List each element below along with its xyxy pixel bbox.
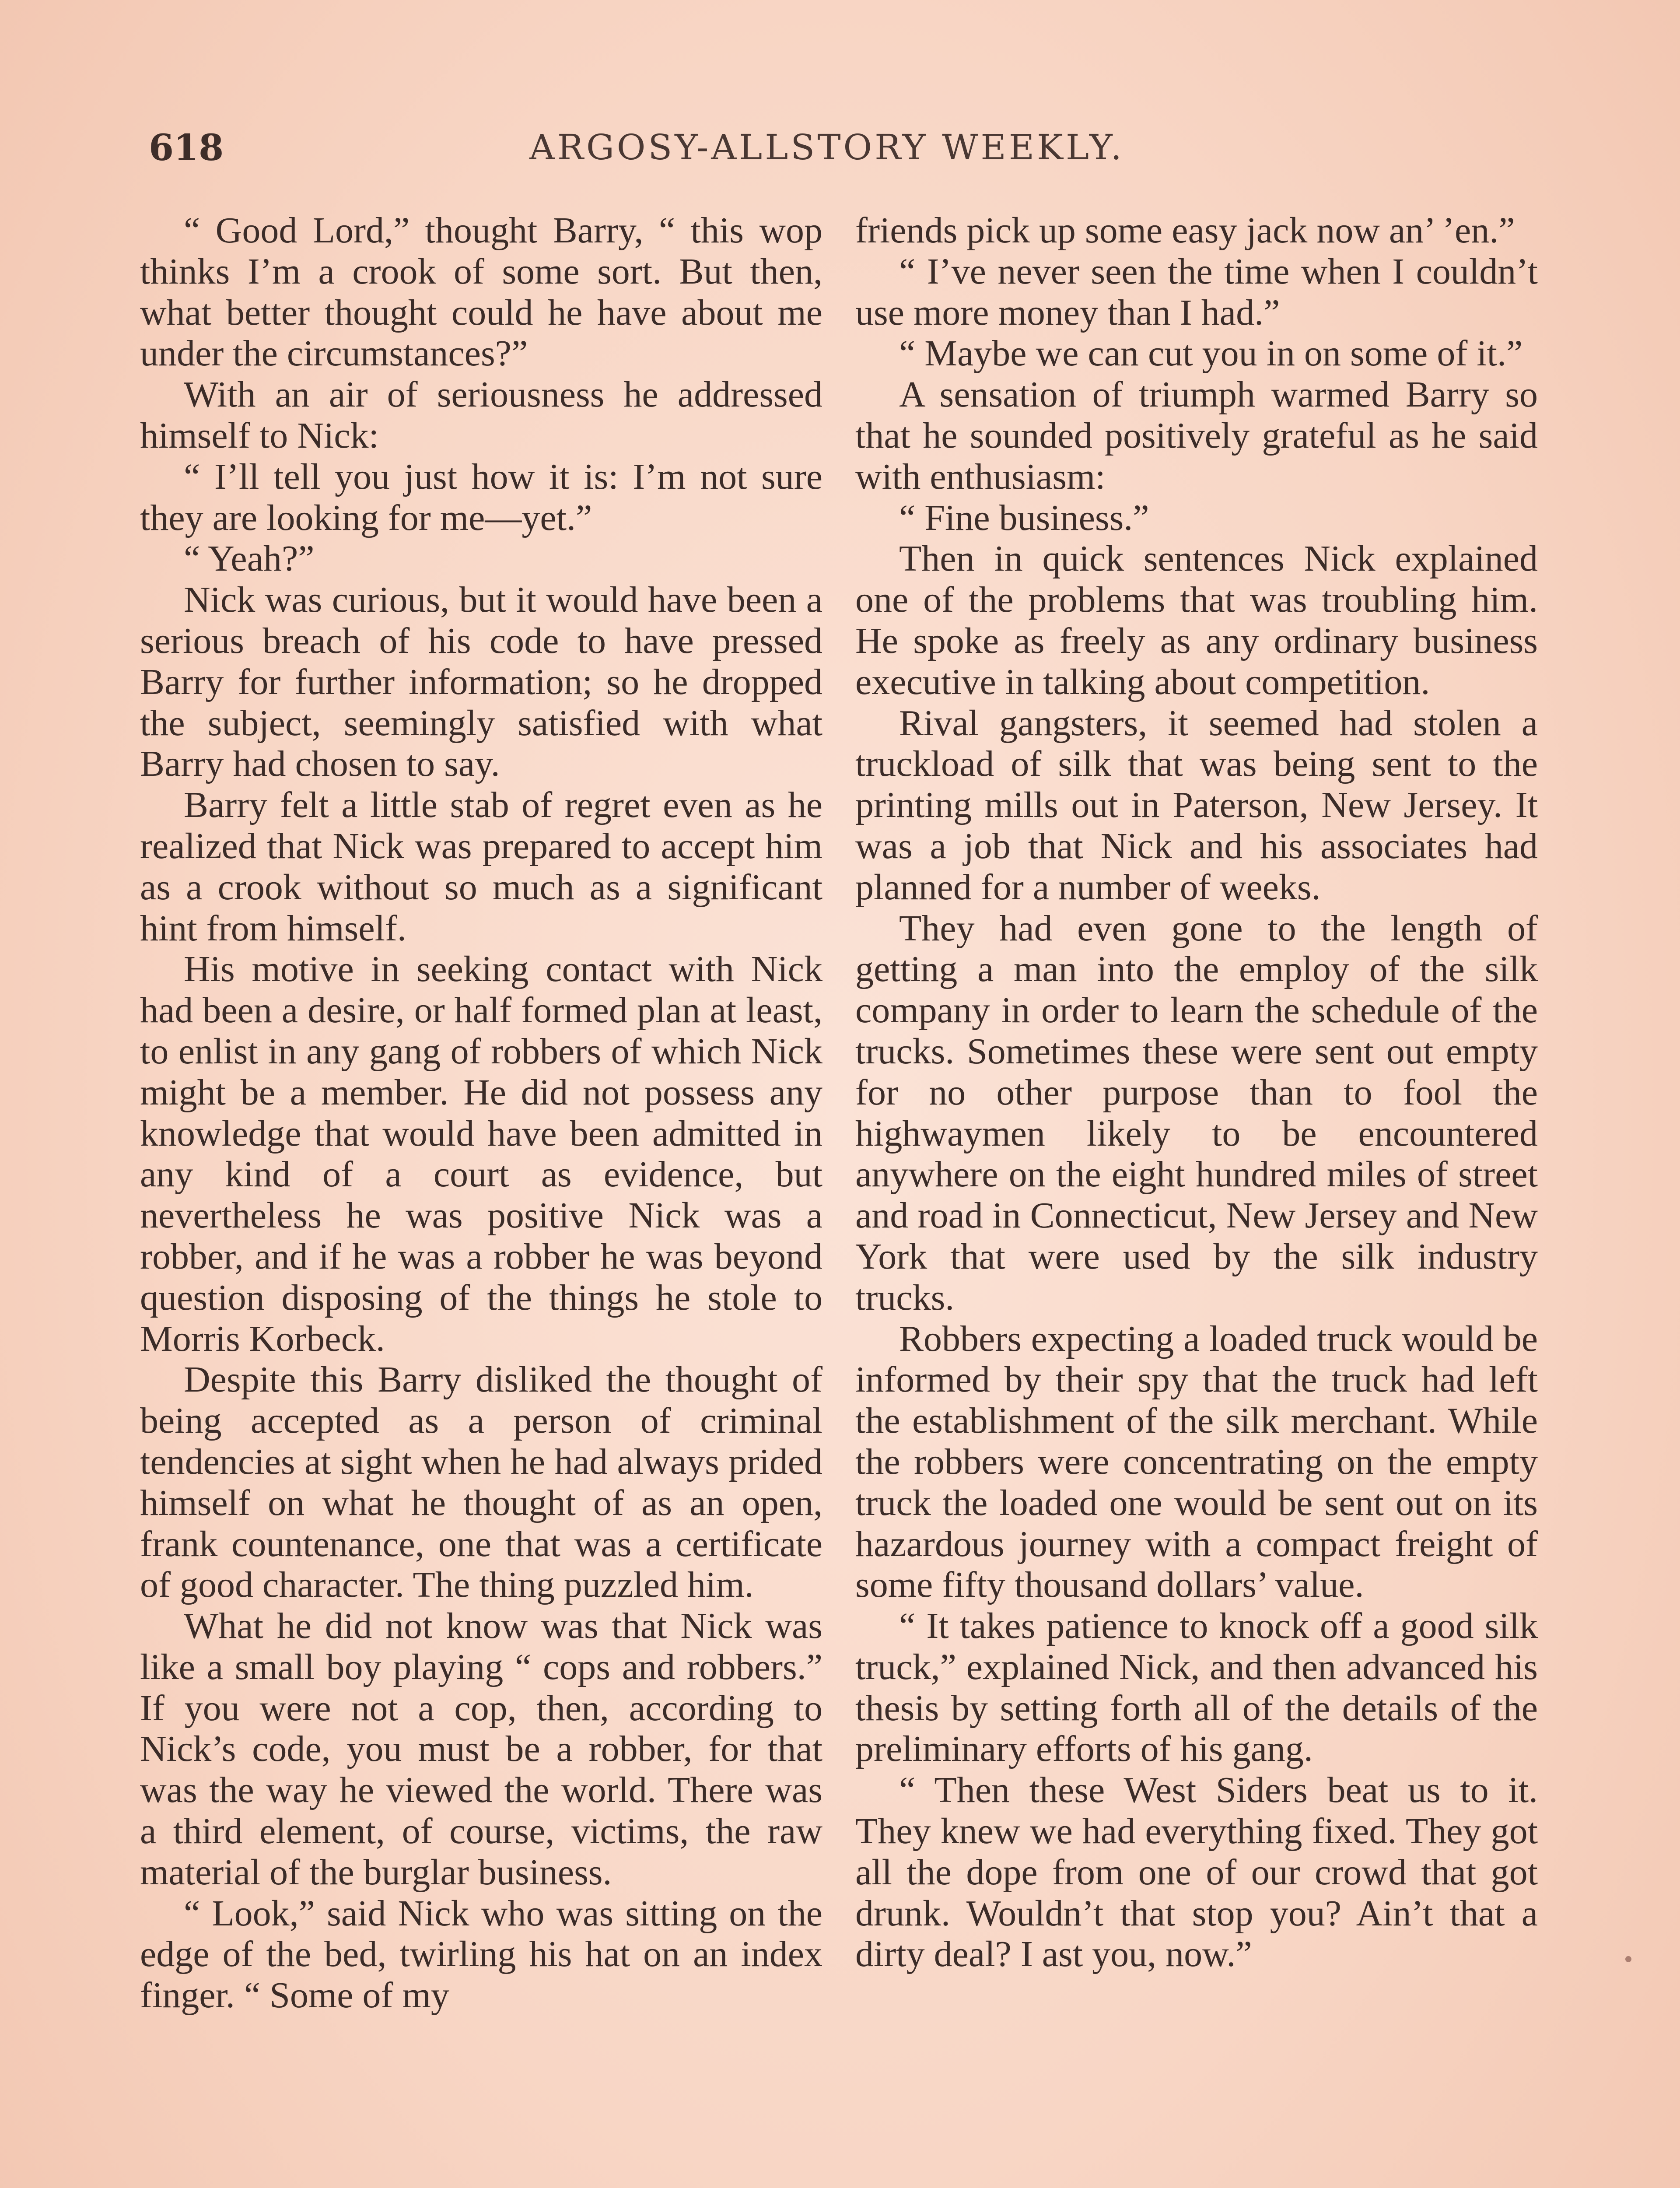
paragraph: With an air of seriousness he addressed himself to Nick:: [140, 374, 822, 456]
paper-speck: [1625, 1956, 1631, 1962]
left-column: [140, 210, 822, 2016]
paragraph: Then in quick sentences Nick explained one of the problems that was troubling him. He spoke as freely as any ordinary business executive in talking about competition.: [855, 538, 1538, 702]
paragraph: “ I’ve never seen the time when I couldn’t use more money than I had.”: [855, 251, 1538, 333]
paragraph: Robbers expecting a loaded truck would be informed by their spy that the truck had left the establishment of the silk merchant. While the robbers were concentrating on the empty truck the loaded one would be sent out on its hazardous journey with a compact freight of some fifty thousand dollars’ value.: [855, 1318, 1538, 1606]
paragraph: “ Fine business.”: [899, 497, 1149, 538]
right-column: [855, 210, 1538, 1975]
running-head: ARGOSY-ALLSTORY WEEKLY.: [529, 127, 1124, 168]
paragraph: Rival gangsters, it seemed had stolen a truckload of silk that was being sent to the printing mills out in Paterson, New Jersey. It was a job that Nick and his associates had planned for a number of weeks.: [855, 702, 1538, 908]
paragraph: “ Yeah?”: [184, 538, 315, 579]
paragraph: Despite this Barry disliked the thought of being accepted as a person of criminal tendencies at sight when he had always prided himself on what he thought of as an open, frank countenance, one that was a certificate of good character. The thing puzzled him.: [140, 1359, 822, 1606]
paragraph: “ Maybe we can cut you in on some of it.”: [899, 333, 1523, 374]
page-header: [149, 127, 1592, 179]
paragraph: “ Good Lord,” thought Barry, “ this wop thinks I’m a crook of some sort. But then, what better thought could he have about me under the circumstances?”: [140, 210, 822, 374]
paragraph: “ I’ll tell you just how it is: I’m not sure they are looking for me—yet.”: [140, 456, 822, 538]
paragraph: They had even gone to the length of getting a man into the employ of the silk company in order to learn the schedule of the trucks. Sometimes these were sent out empty for no other purpose than to fool the highwaymen likely to be encountered anywhere on the eight hundred miles of street and road in Connecticut, New Jersey and New York that were used by the silk industry trucks.: [855, 908, 1538, 1318]
paragraph-continuation: friends pick up some easy jack now an’ ’en.”: [855, 210, 1515, 251]
paragraph: “ Look,” said Nick who was sitting on the edge of the bed, twirling his hat on an index finger. “ Some of my: [140, 1893, 822, 2016]
paragraph: His motive in seeking contact with Nick had been a desire, or half formed plan at least, to enlist in any gang of robbers of which Nick might be a member. He did not possess any knowledge that would have been admitted in any kind of a court as evidence, but nevertheless he was positive Nick was a robber, and if he was a robber he was beyond question disposing of the things he stole to Morris Korbeck.: [140, 949, 822, 1359]
paragraph: “ It takes patience to knock off a good silk truck,” explained Nick, and then advanced his thesis by setting forth all of the details of the preliminary efforts of his gang.: [855, 1606, 1538, 1770]
paragraph: What he did not know was that Nick was like a small boy playing “ cops and robbers.” If you were not a cop, then, according to Nick’s code, you must be a robber, for that was the way he viewed the world. There was a third element, of course, victims, the raw material of the burglar business.: [140, 1606, 822, 1893]
paragraph: Nick was curious, but it would have been a serious breach of his code to have pressed Barry for further information; so he dropped the subject, seemingly satisfied with what Barry had chosen to say.: [140, 579, 822, 785]
paragraph: “ Then these West Siders beat us to it. They knew we had everything fixed. They got all the dope from one of our crowd that got drunk. Wouldn’t that stop you? Ain’t that a dirty deal? I ast you, now.”: [855, 1770, 1538, 1975]
paragraph: A sensation of triumph warmed Barry so that he sounded positively grateful as he said with enthusiasm:: [855, 374, 1538, 497]
page-number: 618: [149, 127, 224, 169]
paragraph: Barry felt a little stab of regret even as he realized that Nick was prepared to accept him as a crook without so much as a significant hint from himself.: [140, 785, 822, 949]
